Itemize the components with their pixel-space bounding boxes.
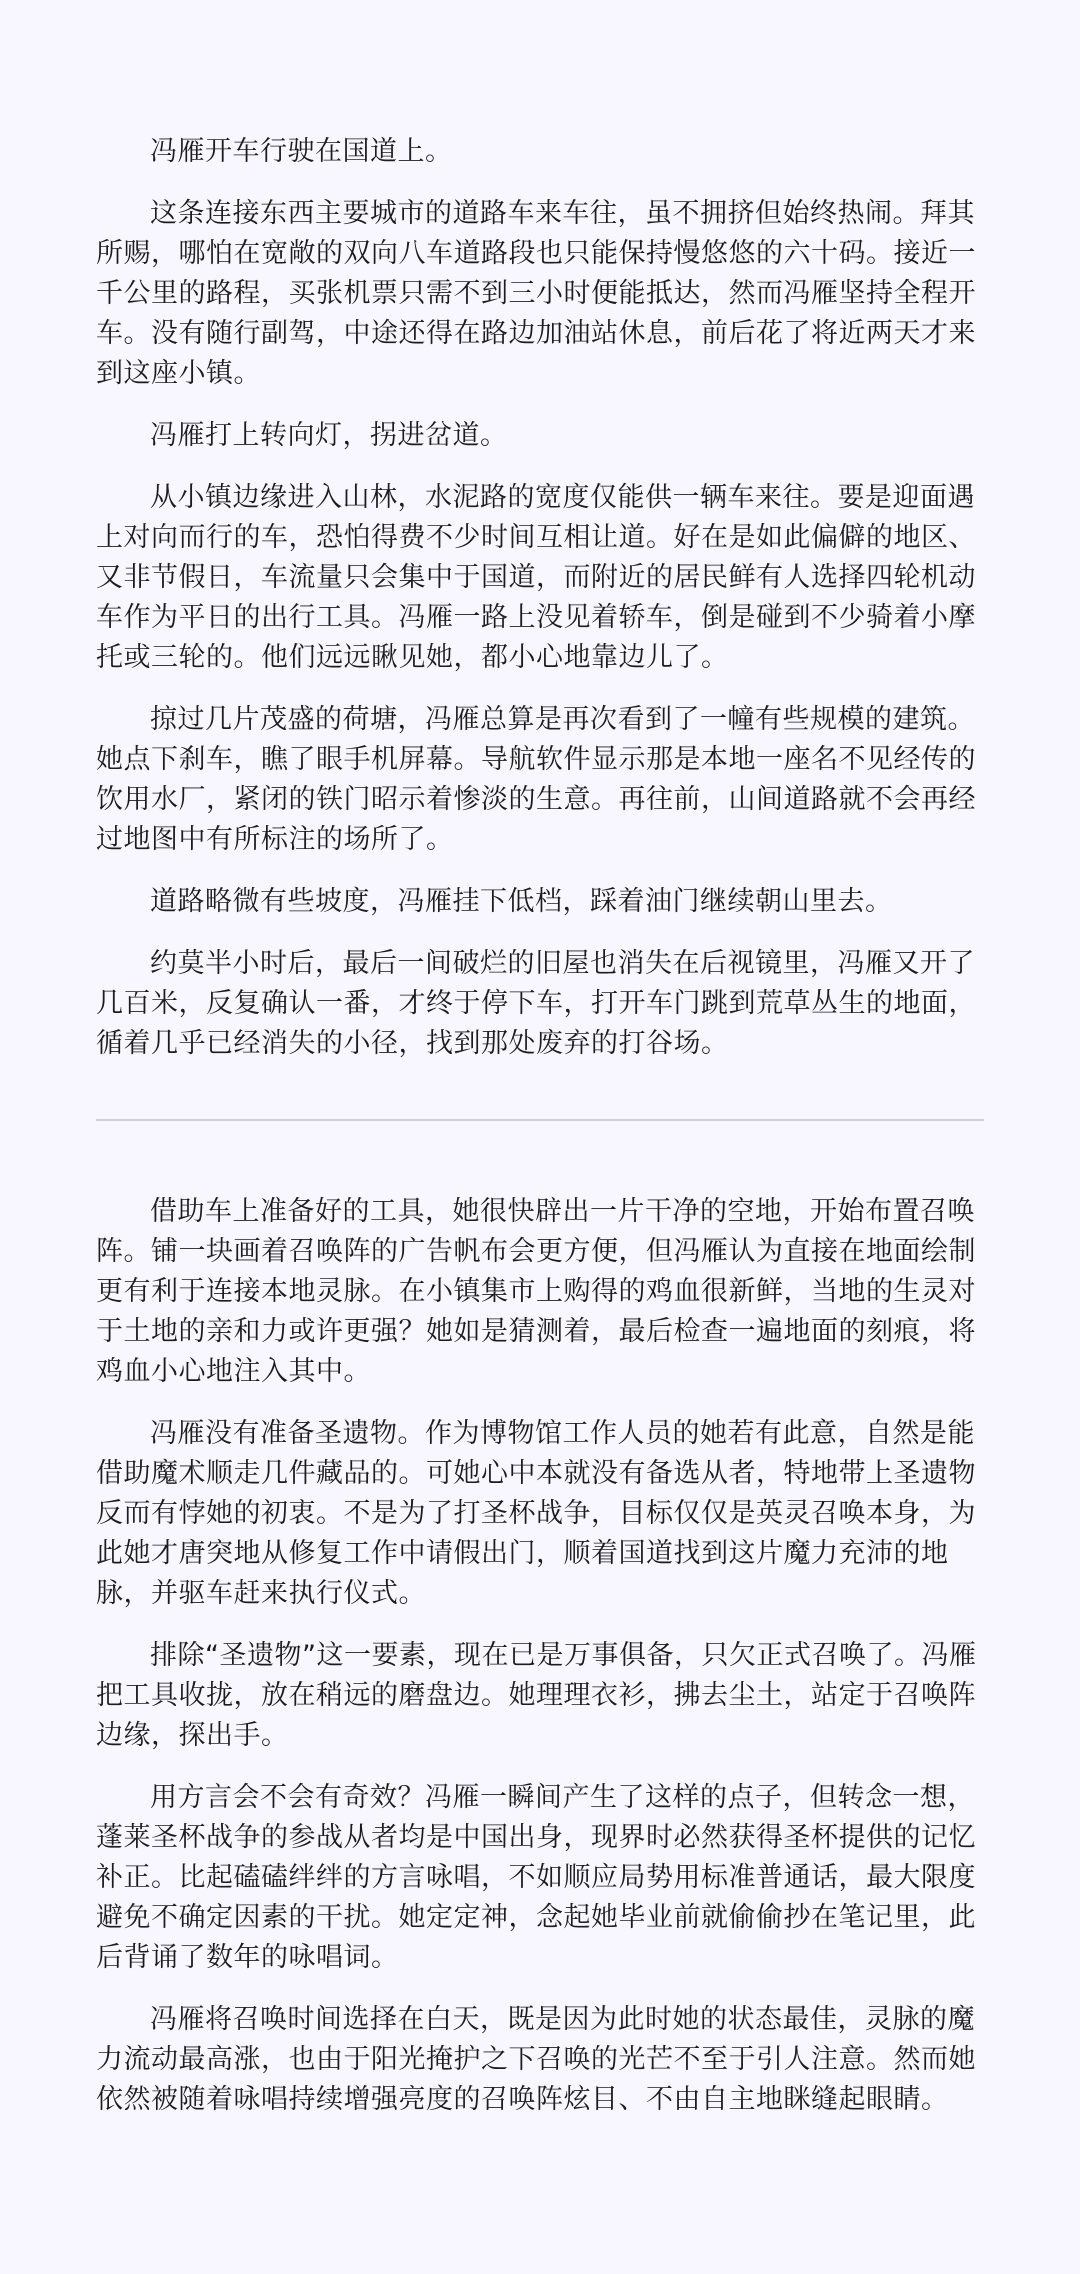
paragraph: 冯雁将召唤时间选择在白天，既是因为此时她的状态最佳，灵脉的魔力流动最高涨，也由于阳光掩护之下召唤的光芒不至于引人注意。然而她依然被随着咏唱持续增强亮度的召唤阵炫目、不由自主地眯缝起眼睛。 — [96, 2004, 976, 2115]
paragraph: 排除“圣遗物”这一要素，现在已是万事俱备，只欠正式召唤了。冯雁把工具收拢，放在稍远的磨盘边。她理理衣衫，拂去尘土，站定于召唤阵边缘，探出手。 — [96, 1640, 977, 1751]
paragraph: 借助车上准备好的工具，她很快辟出一片干净的空地，开始布置召唤阵。铺一块画着召唤阵的广告帆布会更方便，但冯雁认为直接在地面绘制更有利于连接本地灵脉。在小镇集市上购得的鸡血很新鲜，当地的生灵对于土地的亲和力或许更强？她如是猜测着，最后检查一遍地面的刻痕，将鸡血小心地注入其中。 — [96, 1196, 976, 1387]
paragraph: 用方言会不会有奇效？冯雁一瞬间产生了这样的点子，但转念一想，蓬莱圣杯战争的参战从者均是中国出身，现界时必然获得圣杯提供的记忆补正。比起磕磕绊绊的方言咏唱，不如顺应局势用标准普通话，最大限度避免不确定因素的干扰。她定定神，念起她毕业前就偷偷抄在笔记里，此后背诵了数年的咏唱词。 — [96, 1782, 976, 1973]
paragraph: 这条连接东西主要城市的道路车来车往，虽不拥挤但始终热闹。拜其所赐，哪怕在宽敞的双向八车道路段也只能保持慢悠悠的六十码。接近一千公里的路程，买张机票只需不到三小时便能抵达，然而冯雁坚持全程开车。没有随行副驾，中途还得在路边加油站休息，前后花了将近两天才来到这座小镇。 — [96, 198, 976, 389]
section-divider — [96, 1119, 984, 1121]
paragraph: 道路略微有些坡度，冯雁挂下低档，踩着油门继续朝山里去。 — [150, 886, 893, 917]
paragraph: 从小镇边缘进入山林，水泥路的宽度仅能供一辆车来往。要是迎面遇上对向而行的车，恐怕得费不少时间互相让道。好在是如此偏僻的地区、又非节假日，车流量只会集中于国道，而附近的居民鲜有人选择四轮机动车作为平日的出行工具。冯雁一路上没见着轿车，倒是碰到不少骑着小摩托或三轮的。他们远远瞅见她，都小心地靠边儿了。 — [96, 482, 976, 673]
paragraph: 冯雁开车行驶在国道上。 — [150, 136, 453, 167]
paragraph: 冯雁没有准备圣遗物。作为博物馆工作人员的她若有此意，自然是能借助魔术顺走几件藏品的。可她心中本就没有备选从者，特地带上圣遗物反而有悖她的初衷。不是为了打圣杯战争，目标仅仅是英灵召唤本身，为此她才唐突地从修复工作中请假出门，顺着国道找到这片魔力充沛的地脉，并驱车赶来执行仪式。 — [96, 1418, 976, 1609]
text-section-2 — [96, 1192, 984, 2142]
text-section-1 — [96, 132, 984, 1086]
paragraph: 掠过几片茂盛的荷塘，冯雁总算是再次看到了一幢有些规模的建筑。她点下刹车，瞧了眼手机屏幕。导航软件显示那是本地一座名不见经传的饮用水厂，紧闭的铁门昭示着惨淡的生意。再往前，山间道路就不会再经过地图中有所标注的场所了。 — [96, 704, 976, 855]
paragraph: 冯雁打上转向灯，拐进岔道。 — [150, 420, 508, 451]
paragraph: 约莫半小时后，最后一间破烂的旧屋也消失在后视镜里，冯雁又开了几百米，反复确认一番，才终于停下车，打开车门跳到荒草丛生的地面，循着几乎已经消失的小径，找到那处废弃的打谷场。 — [96, 948, 976, 1059]
